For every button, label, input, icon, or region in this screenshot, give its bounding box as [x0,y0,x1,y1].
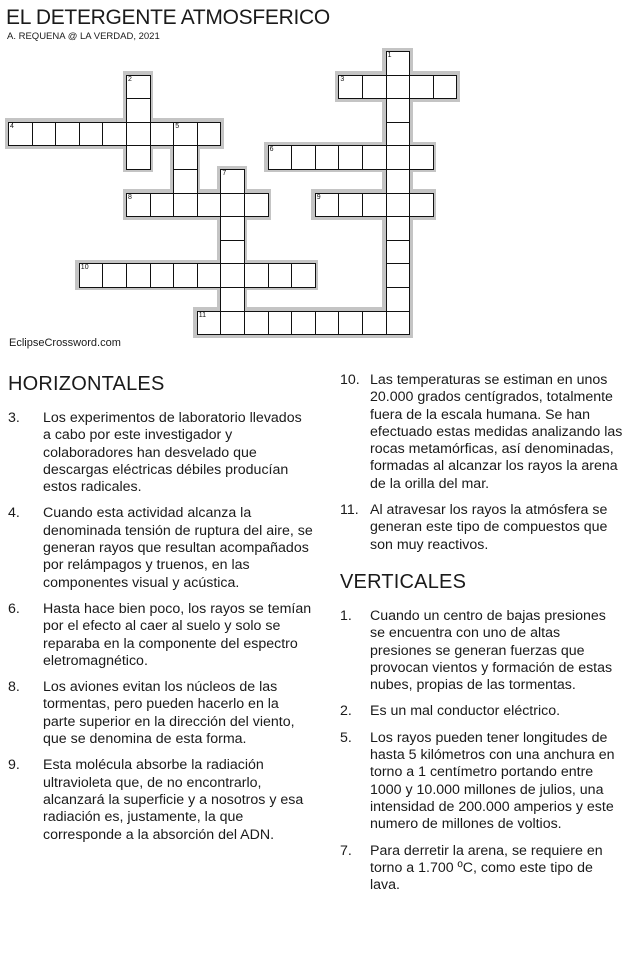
crossword-cell[interactable] [433,75,458,100]
crossword-cell[interactable] [362,75,387,100]
crossword-cell[interactable] [126,193,151,218]
clue-number: 3 [340,75,345,83]
crossword-cell[interactable] [338,311,363,336]
clue-item-text: Cuando esta actividad alcanza la denominada tensión de ruptura del aire, se generan rayos que resultan acompañados por relámpagos y truenos, en las componentes visual y acústica. [43,505,313,591]
crossword-cell[interactable] [197,193,222,218]
clue-item-number: 6. [8,600,20,617]
crossword-cell[interactable] [197,122,222,147]
credit-text: EclipseCrossword.com [9,337,121,349]
clue-item-number: 10. [340,372,360,388]
crossword-cell[interactable] [102,263,127,288]
crossword-cell[interactable] [362,311,387,336]
crossword-cell[interactable] [220,287,245,312]
crossword-cell[interactable] [268,145,293,170]
clue-item [340,608,624,694]
crossword-cell[interactable] [315,145,340,170]
puzzle-byline: A. REQUENA @ LA VERDAD, 2021 [7,31,160,42]
clue-item [340,502,624,554]
crossword-cell[interactable] [220,193,245,218]
crossword-cell[interactable] [386,287,411,312]
crossword-cell[interactable] [220,216,245,241]
crossword-cell[interactable] [386,311,411,336]
clue-item-text: Es un mal conductor eléctrico. [370,703,561,720]
crossword-cell[interactable] [197,263,222,288]
crossword-cell[interactable] [268,311,293,336]
crossword-cell[interactable] [409,193,434,218]
crossword-cell[interactable] [386,240,411,265]
crossword-cell[interactable] [220,263,245,288]
clue-item-number: 9. [8,757,20,774]
clue-number: 10 [80,264,89,272]
crossword-cell[interactable] [32,122,57,147]
clue-number: 6 [269,146,274,154]
crossword-cell[interactable] [244,193,269,218]
crossword-cell[interactable] [362,145,387,170]
crossword-cell[interactable] [126,75,151,100]
clue-item-number: 1. [340,607,352,624]
clue-item [340,703,624,720]
clue-item-text: Cuando un centro de bajas presiones se encuentra con uno de altas presiones se generan fuerzas que provocan vientos y formación de estas nubes, propias de las tormentas. [370,607,613,694]
crossword-cell[interactable] [386,193,411,218]
clue-number: 8 [128,193,132,201]
crossword-cell[interactable] [102,122,127,147]
down-clue-list [340,608,624,894]
clue-number: 4 [10,122,14,130]
crossword-cell[interactable] [173,263,198,288]
crossword-cell[interactable] [386,169,411,194]
crossword-cell[interactable] [386,122,411,147]
crossword-cell[interactable] [173,122,198,147]
crossword-cell[interactable] [291,145,316,170]
clue-item-text: Los aviones evitan los núcleos de las tormentas, pero pueden hacerlo en la parte superior en la dirección del viento, que se denomina de esta forma. [43,679,295,748]
clue-item-number: 3. [8,410,20,426]
clue-number: 9 [316,193,321,201]
clue-number: 11 [198,311,207,319]
clue-item [8,679,313,748]
crossword-cell[interactable] [244,311,269,336]
crossword-cell[interactable] [126,122,151,147]
clue-item [8,601,313,670]
crossword-cell[interactable] [126,145,151,170]
crossword-cell[interactable] [268,263,293,288]
crossword-cell[interactable] [173,193,198,218]
clue-item [8,410,313,496]
crossword-cell[interactable] [220,169,245,194]
clue-item [340,730,624,834]
crossword-cell[interactable] [386,216,411,241]
crossword-cell[interactable] [315,311,340,336]
clues-right-column [340,372,624,903]
crossword-cell[interactable] [338,193,363,218]
clue-item-text: Los rayos pueden tener longitudes de hasta 5 kilómetros con una anchura en torno a 1 centímetro portando entre 1000 y 10.000 millones de julios, una intensidad de 200.000 amperios y este numero de millones de voltios. [370,729,615,833]
across-clue-list-continued [340,372,624,554]
clue-item-text: Los experimentos de laboratorio llevados a cabo por este investigador y colaboradores han desvelado que descargas eléctricas débiles producían estos radicales. [43,410,302,496]
clue-item-text: Las temperaturas se estiman en unos 20.000 grados centígrados, totalmente fuera de la escala humana. Se han efectuado estas medidas analizando las rocas metamórficas, así denominadas, formadas al alcanzar los rayos la arena de la orilla del mar. [370,372,623,492]
clue-item-number: 5. [340,729,352,746]
crossword-cell[interactable] [197,311,222,336]
clue-item-number: 11. [340,502,359,519]
crossword-cell[interactable] [409,75,434,100]
crossword-cell[interactable] [220,311,245,336]
crossword-cell[interactable] [244,263,269,288]
puzzle-title: EL DETERGENTE ATMOSFERICO [6,6,330,29]
clue-item-text: Hasta hace bien poco, los rayos se temían por el efecto al caer al suelo y solo se reparaba en la componente del espectro eletromagnético. [43,600,312,669]
clue-item-text: Esta molécula absorbe la radiación ultravioleta que, de no encontrarlo, alcanzará la superficie y a nosotros y esa radiación es, justamente, la que corresponde a la absorción del ADN. [43,757,304,843]
crossword-cell[interactable] [8,122,33,147]
across-heading: HORIZONTALES [8,373,165,395]
crossword-cell[interactable] [173,145,198,170]
crossword-cell[interactable] [55,122,80,147]
across-clue-list [8,410,313,844]
clue-item [340,843,624,895]
crossword-cell[interactable] [150,193,175,218]
crossword-cell[interactable] [150,122,175,147]
crossword-cell[interactable] [386,75,411,100]
clue-number: 2 [128,75,132,83]
crossword-cell[interactable] [126,263,151,288]
crossword-cell[interactable] [338,145,363,170]
clue-item-number: 2. [340,703,352,720]
crossword-grid [0,0,624,340]
clue-item-number: 7. [340,842,352,859]
crossword-cell[interactable] [409,145,434,170]
crossword-cell[interactable] [386,145,411,170]
crossword-cell[interactable] [291,263,316,288]
clue-item-number: 4. [8,505,20,522]
clue-item-text: Para derretir la arena, se requiere en torno a 1.700 ºC, como este tipo de lava. [370,842,603,894]
clue-item-text: Al atravesar los rayos la atmósfera se generan este tipo de compuestos que son muy reactivos. [370,502,608,553]
clue-item [8,757,313,843]
clue-item [8,505,313,591]
crossword-cell[interactable] [291,311,316,336]
crossword-cell[interactable] [315,193,340,218]
clue-number: 1 [387,52,392,59]
crossword-cell[interactable] [362,193,387,218]
clues-left-column [8,372,313,853]
crossword-cell[interactable] [386,263,411,288]
crossword-cell[interactable] [386,98,411,123]
clue-item-number: 8. [8,679,20,696]
clue-number: 7 [222,170,227,177]
crossword-cell[interactable] [150,263,175,288]
crossword-cell[interactable] [126,98,151,123]
clue-number: 5 [175,122,180,130]
crossword-cell[interactable] [79,263,104,288]
clue-item [340,372,624,493]
crossword-cell[interactable] [79,122,104,147]
down-heading: VERTICALES [340,570,467,593]
crossword-cell[interactable] [173,169,198,194]
crossword-cell[interactable] [220,240,245,265]
crossword-cell[interactable] [338,75,363,100]
crossword-cell[interactable] [386,51,411,76]
